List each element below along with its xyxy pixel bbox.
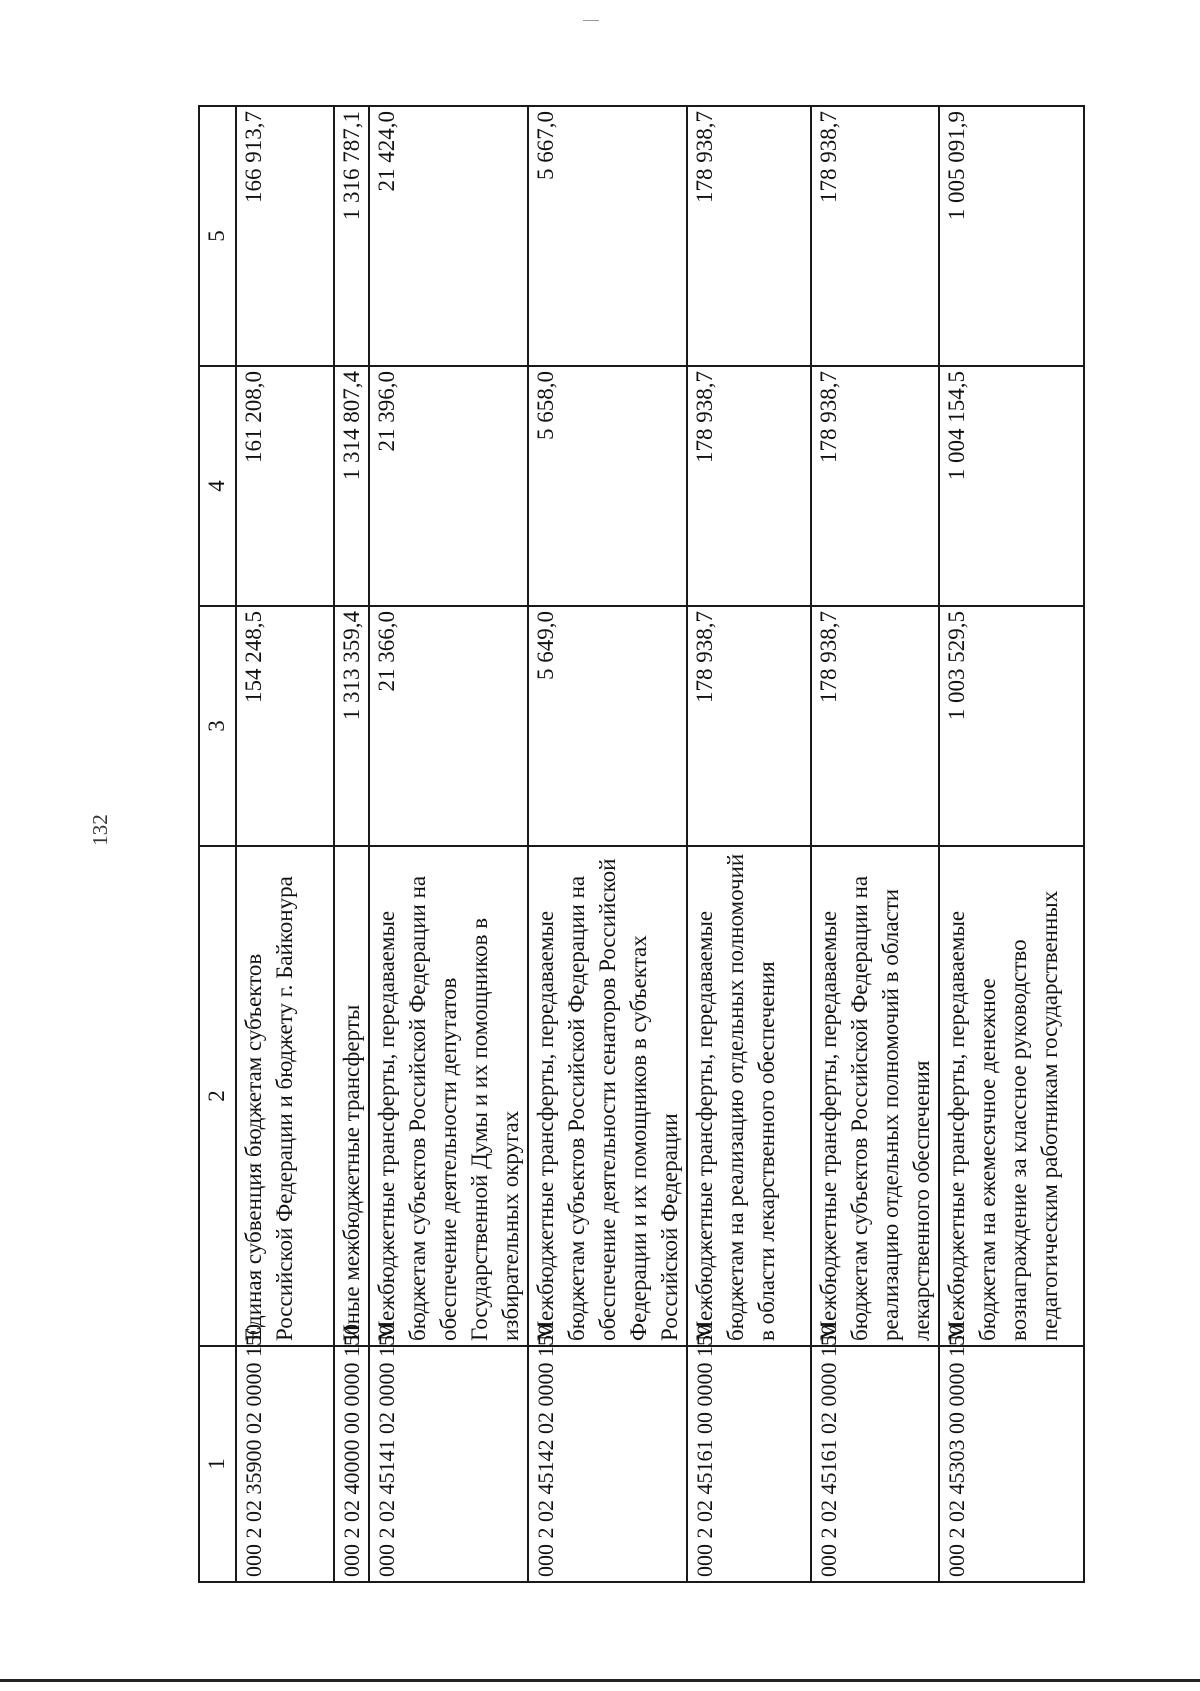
- table-row: [939, 106, 1084, 1582]
- table-row: [236, 106, 334, 1582]
- budget-table: [198, 105, 1085, 1583]
- row-value-3: 1 313 359,4: [334, 606, 369, 846]
- row-value-4: 1 004 154,5: [939, 366, 1084, 606]
- row-code: 000 2 02 45141 02 0000 150: [369, 1346, 528, 1582]
- row-name: Межбюджетные трансферты, передаваемые бюджетам на реализацию отдельных полномочий в области лекарственного обеспечения: [687, 846, 811, 1346]
- table-wrapper: [198, 107, 1085, 1583]
- row-value-4: 178 938,7: [687, 366, 811, 606]
- row-value-4: 161 208,0: [236, 366, 334, 606]
- table-row: [334, 106, 369, 1582]
- row-name: Межбюджетные трансферты, передаваемые бюджетам на ежемесячное денежное вознаграждение за классное руководство педагогическим работникам государственных: [939, 846, 1084, 1346]
- row-name: Единая субвенция бюджетам субъектов Российской Федерации и бюджету г. Байконура: [236, 846, 334, 1346]
- row-value-3: 1 003 529,5: [939, 606, 1084, 846]
- row-value-5: 178 938,7: [687, 106, 811, 366]
- table-row: [687, 106, 811, 1582]
- row-name: Иные межбюджетные трансферты: [334, 846, 369, 1346]
- header-cell-2: 2: [199, 846, 236, 1346]
- row-code: 000 2 02 45161 00 0000 150: [687, 1346, 811, 1582]
- row-name: Межбюджетные трансферты, передаваемые бюджетам субъектов Российской Федерации на реализацию отдельных полномочий в области лекарственного обеспечения: [811, 846, 939, 1346]
- row-value-3: 21 366,0: [369, 606, 528, 846]
- row-value-3: 178 938,7: [811, 606, 939, 846]
- header-row: [199, 106, 236, 1582]
- row-value-5: 178 938,7: [811, 106, 939, 366]
- scan-edge-line: [0, 1679, 1200, 1682]
- table-row: [528, 106, 687, 1582]
- row-value-4: 1 314 807,4: [334, 366, 369, 606]
- row-value-5: 166 913,7: [236, 106, 334, 366]
- row-code: 000 2 02 40000 00 0000 150: [334, 1346, 369, 1582]
- row-code: 000 2 02 45303 00 0000 150: [939, 1346, 1084, 1582]
- table-row: [369, 106, 528, 1582]
- row-name: Межбюджетные трансферты, передаваемые бюджетам субъектов Российской Федерации на обеспечение деятельности сенаторов Российской Федерации и их помощников в субъектах Российской Федерации: [528, 846, 687, 1346]
- table-row: [811, 106, 939, 1582]
- rotated-table-sheet: [198, 107, 1085, 1583]
- row-code: 000 2 02 45142 02 0000 150: [528, 1346, 687, 1582]
- row-value-5: 1 316 787,1: [334, 106, 369, 366]
- row-code: 000 2 02 45161 02 0000 150: [811, 1346, 939, 1582]
- scan-artifact: [583, 20, 599, 21]
- row-value-4: 21 396,0: [369, 366, 528, 606]
- row-value-4: 178 938,7: [811, 366, 939, 606]
- row-code: 000 2 02 35900 02 0000 150: [236, 1346, 334, 1582]
- row-name: Межбюджетные трансферты, передаваемые бюджетам субъектов Российской Федерации на обеспечение деятельности депутатов Государственной Думы и их помощников в избирательных округах: [369, 846, 528, 1346]
- row-value-5: 5 667,0: [528, 106, 687, 366]
- row-value-3: 178 938,7: [687, 606, 811, 846]
- page-number: 132: [88, 814, 112, 846]
- row-value-5: 1 005 091,9: [939, 106, 1084, 366]
- row-value-5: 21 424,0: [369, 106, 528, 366]
- header-cell-5: 5: [199, 106, 236, 366]
- header-cell-3: 3: [199, 606, 236, 846]
- row-value-4: 5 658,0: [528, 366, 687, 606]
- header-cell-1: 1: [199, 1346, 236, 1582]
- row-value-3: 5 649,0: [528, 606, 687, 846]
- header-cell-4: 4: [199, 366, 236, 606]
- row-value-3: 154 248,5: [236, 606, 334, 846]
